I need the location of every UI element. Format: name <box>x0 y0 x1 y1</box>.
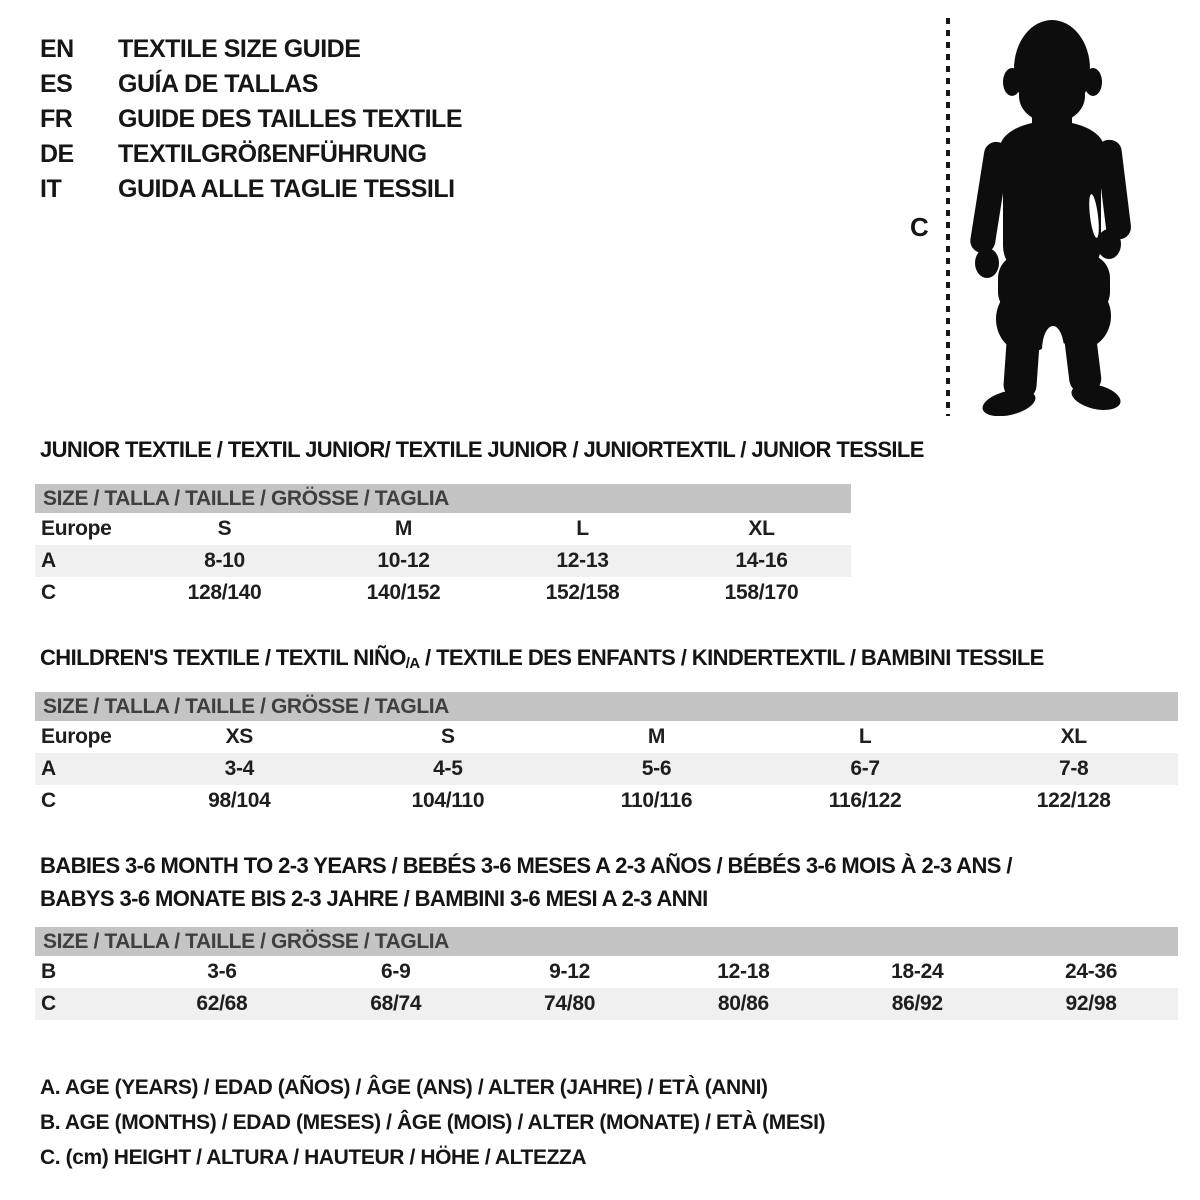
language-row-es <box>40 67 462 102</box>
age-cell: 5-6 <box>641 757 672 780</box>
size-cell: L <box>858 725 872 748</box>
height-dashed-line <box>946 18 950 416</box>
size-header-bar: SIZE / TALLA / TAILLE / GRÖSSE / TAGLIA <box>35 692 1178 721</box>
children-title-sub: /A <box>405 655 420 673</box>
language-code: IT <box>40 175 62 203</box>
height-cell: 152/158 <box>545 581 620 604</box>
months-cell: 12-18 <box>717 960 770 983</box>
height-cell: 80/86 <box>717 992 769 1015</box>
language-title: GUIDA ALLE TAGLIE TESSILI <box>118 175 455 203</box>
table-row-age <box>35 545 851 577</box>
table-row-europe <box>35 513 851 545</box>
size-header-bar: SIZE / TALLA / TAILLE / GRÖSSE / TAGLIA <box>35 484 851 513</box>
table-row-months <box>35 956 1178 988</box>
note-age-months: B. AGE (MONTHS) / EDAD (MESES) / ÂGE (MOIS) / ALTER (MONATE) / ETÀ (MESI) <box>40 1111 826 1134</box>
table-row-height <box>35 988 1178 1020</box>
height-cell: 98/104 <box>208 789 271 812</box>
height-cell: 74/80 <box>544 992 596 1015</box>
language-title: GUIDE DES TAILLES TEXTILE <box>118 105 463 133</box>
table-row-age <box>35 753 1178 785</box>
size-cell: L <box>576 517 589 540</box>
row-label: C <box>41 581 56 604</box>
note-height-cm: C. (cm) HEIGHT / ALTURA / HAUTEUR / HÖHE / ALTEZZA <box>40 1146 587 1169</box>
age-cell: 12-13 <box>556 549 609 572</box>
age-cell: 8-10 <box>204 549 245 572</box>
row-label: Europe <box>41 725 112 748</box>
size-cell: M <box>647 725 666 748</box>
age-cell: 14-16 <box>735 549 788 572</box>
size-header-bar: SIZE / TALLA / TAILLE / GRÖSSE / TAGLIA <box>35 927 1178 956</box>
language-code: EN <box>40 35 74 63</box>
row-label: A <box>41 757 56 780</box>
table-row-height <box>35 577 851 609</box>
height-cell: 68/74 <box>370 992 422 1015</box>
height-cell: 122/128 <box>1036 789 1111 812</box>
legend-notes <box>40 1070 825 1175</box>
height-c-label: C <box>910 212 929 242</box>
language-row-de <box>40 137 462 172</box>
months-cell: 18-24 <box>891 960 944 983</box>
months-cell: 6-9 <box>381 960 411 983</box>
toddler-silhouette-icon <box>953 16 1143 416</box>
height-cell: 62/68 <box>196 992 248 1015</box>
children-section-title <box>40 645 1044 671</box>
language-row-it <box>40 172 462 207</box>
height-cell: 104/110 <box>411 789 485 812</box>
size-cell: S <box>441 725 455 748</box>
height-cell: 110/116 <box>620 789 693 812</box>
language-title-list <box>40 32 462 207</box>
size-cell: XL <box>748 517 775 540</box>
age-cell: 10-12 <box>377 549 430 572</box>
babies-size-table <box>35 927 1178 1020</box>
children-title-pre: CHILDREN'S TEXTILE / TEXTIL NIÑO <box>40 645 406 670</box>
language-title: GUÍA DE TALLAS <box>118 70 318 98</box>
size-cell: XL <box>1060 725 1087 748</box>
table-row-height <box>35 785 1178 817</box>
row-label: B <box>41 960 56 983</box>
months-cell: 9-12 <box>549 960 590 983</box>
height-cell: 86/92 <box>891 992 943 1015</box>
language-title: TEXTILGRÖßENFÜHRUNG <box>118 140 427 168</box>
height-cell: 128/140 <box>187 581 262 604</box>
language-row-fr <box>40 102 462 137</box>
age-cell: 7-8 <box>1058 757 1089 780</box>
children-size-table <box>35 692 1178 817</box>
age-cell: 4-5 <box>433 757 463 780</box>
months-cell: 24-36 <box>1064 960 1118 983</box>
height-cell: 140/152 <box>366 581 441 604</box>
size-cell: S <box>217 517 232 540</box>
row-label: C <box>41 992 56 1015</box>
age-cell: 6-7 <box>850 757 880 780</box>
children-title-post: / TEXTILE DES ENFANTS / KINDERTEXTIL / BAMBINI TESSILE <box>419 645 1044 670</box>
language-title: TEXTILE SIZE GUIDE <box>118 35 361 63</box>
row-label: Europe <box>41 517 112 540</box>
language-code: DE <box>40 140 74 168</box>
junior-size-table <box>35 484 851 609</box>
size-cell: M <box>394 517 413 540</box>
age-cell: 3-4 <box>224 757 255 780</box>
babies-section-title-line2: BABYS 3-6 MONATE BIS 2-3 JAHRE / BAMBINI 3-6 MESI A 2-3 ANNI <box>40 886 708 911</box>
language-code: ES <box>40 70 73 98</box>
height-cell: 158/170 <box>724 581 799 604</box>
row-label: C <box>41 789 56 812</box>
babies-section-title-line1: BABIES 3-6 MONTH TO 2-3 YEARS / BEBÉS 3-6 MESES A 2-3 AÑOS / BÉBÉS 3-6 MOIS À 2-3 ANS / <box>40 853 1012 878</box>
note-age-years: A. AGE (YEARS) / EDAD (AÑOS) / ÂGE (ANS) / ALTER (JAHRE) / ETÀ (ANNI) <box>40 1076 768 1099</box>
language-code: FR <box>40 105 73 133</box>
size-cell: XS <box>225 725 253 748</box>
height-cell: 116/122 <box>828 789 902 812</box>
junior-section-title: JUNIOR TEXTILE / TEXTIL JUNIOR/ TEXTILE JUNIOR / JUNIORTEXTIL / JUNIOR TESSILE <box>40 437 924 462</box>
table-row-europe <box>35 721 1178 753</box>
row-label: A <box>41 549 56 572</box>
months-cell: 3-6 <box>207 960 237 983</box>
height-cell: 92/98 <box>1065 992 1117 1015</box>
language-row-en <box>40 32 462 67</box>
